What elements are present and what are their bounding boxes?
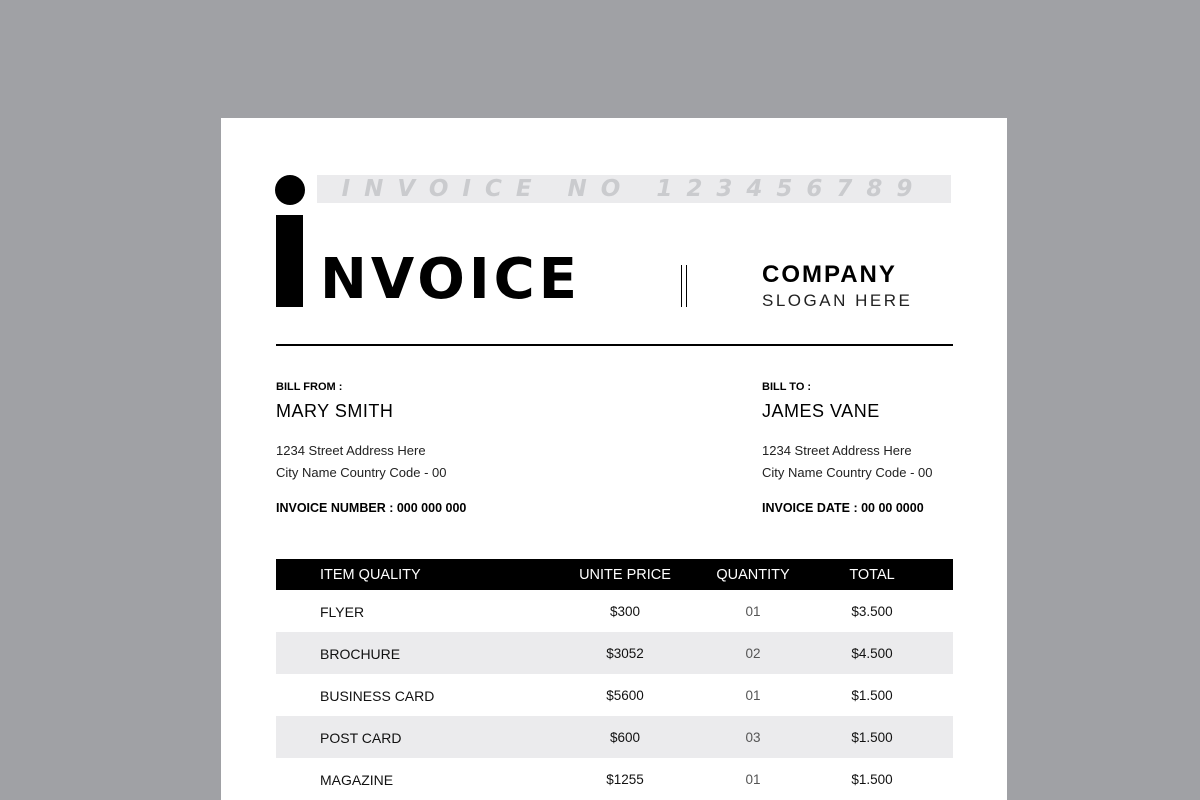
item-cell: FLYER — [320, 604, 365, 620]
table-row: BUSINESS CARD $5600 01 $1.500 — [320, 688, 893, 704]
bill-to-address-line1: 1234 Street Address Here — [762, 443, 912, 458]
table-row: BROCHURE $3052 02 $4.500 — [276, 632, 953, 674]
invoice-number: INVOICE NUMBER : 000 000 000 — [276, 501, 467, 515]
table-body — [276, 590, 953, 800]
item-cell: BROCHURE — [320, 646, 401, 662]
invoice-sheet — [221, 118, 1007, 800]
item-cell: BUSINESS CARD — [320, 688, 435, 704]
invoice-title: NVOICE — [320, 247, 582, 312]
table-header: ITEM QUALITY UNITE PRICE QUANTITY TOTAL — [276, 559, 953, 590]
bill-from-address-line2: City Name Country Code - 00 — [276, 465, 447, 480]
bill-to-name: JAMES VANE — [762, 401, 880, 421]
item-cell: MAGAZINE — [320, 772, 394, 788]
bill-from-address-line1: 1234 Street Address Here — [276, 443, 426, 458]
bill-to-address-line2: City Name Country Code - 00 — [762, 465, 933, 480]
table-row: POST CARD $600 03 $1.500 — [276, 716, 953, 758]
table-row: FLYER $300 01 $3.500 — [320, 604, 893, 620]
company-name: COMPANY — [762, 261, 897, 288]
invoice-date: INVOICE DATE : 00 00 0000 — [762, 501, 924, 515]
table-row: MAGAZINE $1255 01 $1.500 — [320, 772, 893, 788]
logo-i-dot — [275, 175, 305, 205]
invoice-number-band — [317, 175, 951, 203]
header-rule — [276, 344, 953, 346]
item-cell: POST CARD — [320, 730, 402, 746]
bill-from-label: BILL FROM : — [276, 381, 343, 393]
title-divider — [681, 265, 687, 307]
invoice-number-band-text: INVOICE NO 123456789 — [341, 176, 927, 202]
company-slogan: SLOGAN HERE — [762, 291, 913, 310]
header-item: ITEM QUALITY — [320, 567, 421, 583]
bill-to-label: BILL TO : — [762, 381, 812, 393]
bill-from-name: MARY SMITH — [276, 401, 394, 421]
logo-i-stem — [276, 215, 303, 307]
